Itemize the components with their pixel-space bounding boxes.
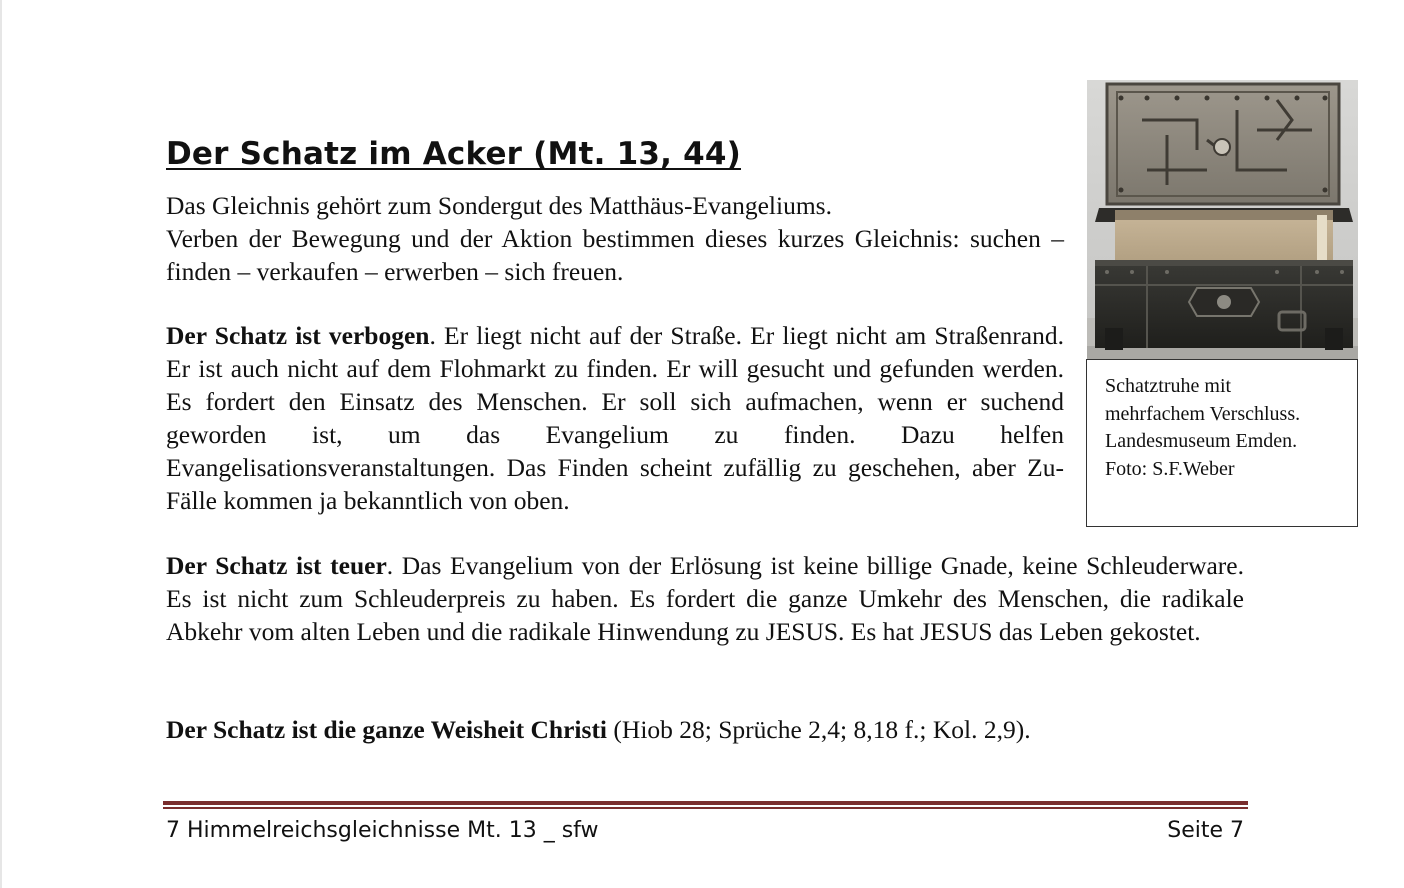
paragraph-body: (Hiob 28; Sprüche 2,4; 8,18 f.; Kol. 2,9). <box>607 715 1031 744</box>
figure-caption <box>1105 373 1300 483</box>
paragraph-verborgen <box>166 319 1064 517</box>
caption-line: mehrfachem Verschluss. <box>1105 402 1301 425</box>
page-edge <box>0 0 2 888</box>
treasure-chest-photo <box>1087 80 1358 361</box>
caption-line: Landesmuseum Emden. <box>1105 430 1298 452</box>
intro-paragraph <box>166 189 1064 288</box>
intro-line-1: Das Gleichnis gehört zum Sondergut des Matthäus-Evangeliums. <box>166 191 832 220</box>
caption-line: Schatztruhe mit <box>1105 375 1232 397</box>
footer-rule-thick <box>163 801 1248 805</box>
paragraph-lead: Der Schatz ist verbogen <box>166 321 430 350</box>
paragraph-lead: Der Schatz ist teuer <box>166 551 387 580</box>
caption-line: Foto: S.F.Weber <box>1105 457 1235 480</box>
page-title: Der Schatz im Acker (Mt. 13, 44) <box>166 136 741 172</box>
footer-title: 7 Himmelreichsgleichnisse Mt. 13 _ sfw <box>166 818 599 843</box>
paragraph-teuer <box>166 549 1244 648</box>
paragraph-body: . Er liegt nicht auf der Straße. Er liegt nicht am Straßenrand. Er ist auch nicht auf dem Flohmarkt zu finden. Er will gesucht und gefunden werden. Es fordert den Einsatz des Menschen. Er soll sich aufmachen, wenn er suchend geworden ist, um das Evangelium zu finden. Dazu helfen Evangelisationsveranstaltungen. Das Finden scheint zufällig zu geschehen, aber Zu-Fälle kommen ja bekanntlich von oben. <box>166 321 1064 515</box>
figure-caption-box <box>1086 359 1358 527</box>
page-number: Seite 7 <box>1167 818 1244 843</box>
intro-line-2: Verben der Bewegung und der Aktion bestimmen dieses kurzes Gleichnis: suchen – finden – verkaufen – erwerben – sich freuen. <box>166 224 1064 286</box>
figure <box>1086 80 1358 526</box>
paragraph-weisheit <box>166 713 1244 746</box>
footer-rule-thin <box>163 807 1248 809</box>
paragraph-body: . Das Evangelium von der Erlösung ist keine billige Gnade, keine Schleuderware. Es ist nicht zum Schleuderpreis zu haben. Es fordert die ganze Umkehr des Menschen, die radikale Abkehr vom alten Leben und die radikale Hinwendung zu JESUS. Es hat JESUS das Leben gekostet. <box>166 551 1244 646</box>
paragraph-lead: Der Schatz ist die ganze Weisheit Christi <box>166 715 608 744</box>
